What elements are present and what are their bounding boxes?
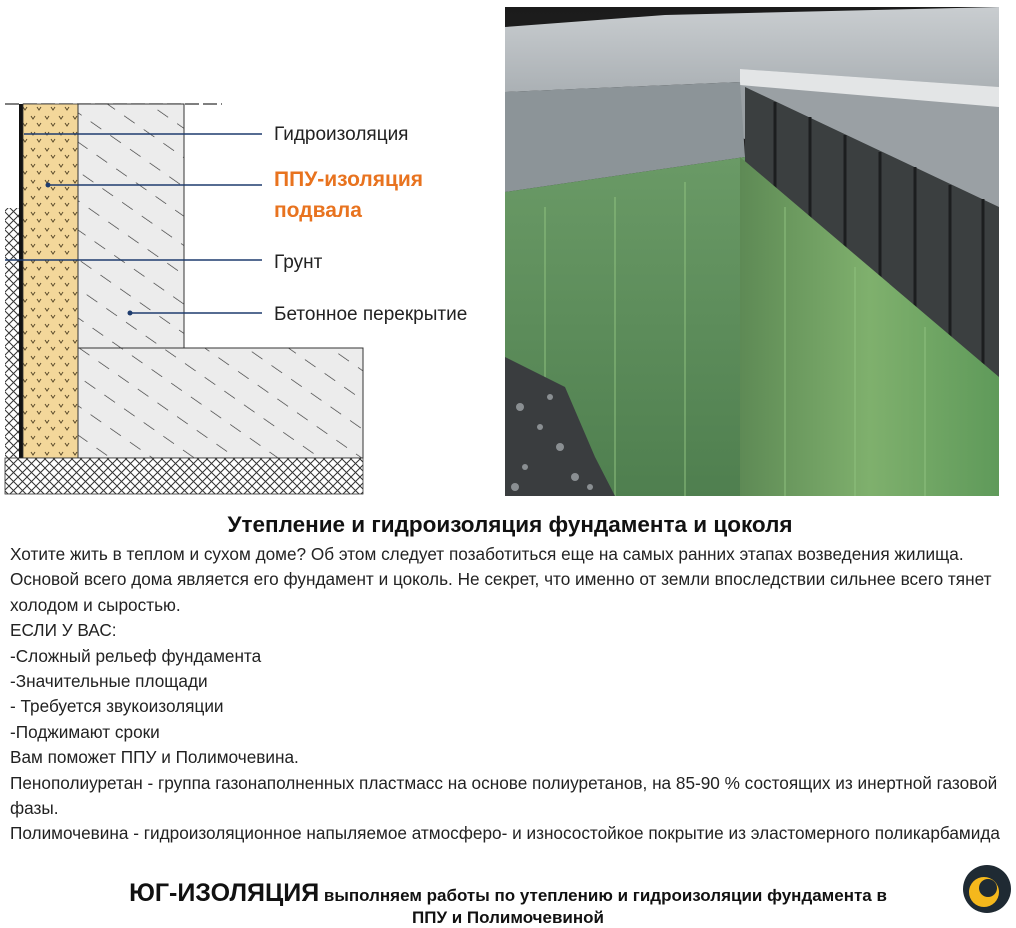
label-ppu-line2: подвала: [274, 199, 362, 222]
list-item: - Требуется звукоизоляции: [10, 696, 224, 717]
brand-name: ЮГ-ИЗОЛЯЦИЯ: [129, 879, 320, 907]
if-you-have-heading: ЕСЛИ У ВАС:: [10, 620, 117, 641]
ppu-layer: [23, 104, 78, 458]
article: [10, 512, 1010, 847]
polyurea-definition: Полимочевина - гидроизоляционное напыляемое атмосферо- и износостойкое покрытие из эластомерного поликарбамида: [10, 823, 1000, 844]
label-waterproofing: Гидроизоляция: [274, 124, 409, 145]
list-item: -Сложный рельеф фундамента: [10, 645, 262, 666]
basement-photo: [505, 7, 999, 496]
ppu-definition: Пенополиуретан - группа газонаполненных пластмасс на основе полиуретанов, на 85-90 % состоящих из инертной газовой фазы.: [10, 772, 998, 819]
list-item: -Поджимают сроки: [10, 721, 160, 742]
article-intro: Хотите жить в теплом и сухом доме? Об этом следует позаботиться еще на самых ранних этапах возведения жилища. Основой всего дома является его фундамент и цоколь. Не секрет, что именно от земли впоследствии сильнее всего тянет холодом и сыростью.: [10, 544, 992, 615]
soil-bottom: [5, 458, 363, 494]
footer-tagline-2: ППУ и Полимочевиной: [412, 908, 604, 927]
label-soil: Грунт: [274, 252, 323, 273]
list-item: -Значительные площади: [10, 671, 208, 692]
footer-tagline: выполняем работы по утеплению и гидроизоляции фундамента в: [319, 886, 887, 905]
d-logo-badge-icon[interactable]: [962, 864, 1012, 914]
help-line: Вам поможет ППУ и Полимочевина.: [10, 747, 299, 768]
foundation-diagram: [0, 0, 505, 500]
article-title: Утепление и гидроизоляция фундамента и цоколя: [227, 512, 793, 537]
waterproofing-layer: [19, 104, 23, 458]
label-concrete: Бетонное перекрытие: [274, 304, 468, 325]
footer-banner: [0, 879, 1016, 908]
label-ppu-line1: ППУ-изоляция: [274, 168, 424, 191]
concrete-slab: [78, 348, 363, 458]
